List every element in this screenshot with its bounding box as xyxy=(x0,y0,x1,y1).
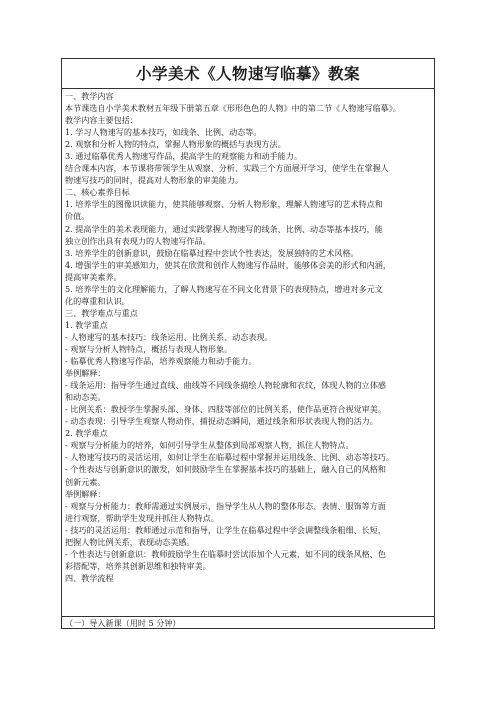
text-line: 2. 观察和分析人物的特点，掌握人物形象的概括与表现方法。 xyxy=(65,139,286,150)
text-line: 2. 提高学生的美术表现能力，通过实践掌握人物速写的线条、比例、动态等基本技巧，能 xyxy=(65,223,383,234)
text-line: 物速写技巧的同时，提高对人物形象的审美能力。 xyxy=(65,175,244,186)
document-title: 小学美术《人物速写临摹》教案 xyxy=(62,59,434,89)
text-line: 独立创作出具有表现力的人物速写作品。 xyxy=(65,235,211,246)
text-line: 本节课选自小学美术教材五年级下册第五章《形形色色的人物》中的第二节《人物速写临摹》。 xyxy=(65,103,401,114)
text-line: - 个性表达与创新意识的激发，如何鼓励学生在掌握基本技巧的基础上，融入自己的风格和 xyxy=(65,464,386,475)
text-line: 创新元素。 xyxy=(65,476,106,487)
text-line: 二、核心素养目标 xyxy=(65,187,130,198)
text-line: 举例解释： xyxy=(65,368,106,379)
text-line: 三、教学难点与重点 xyxy=(65,307,138,318)
text-line: 进行观察，帮助学生发现并抓住人物特点。 xyxy=(65,512,219,523)
text-line: 四、教学流程 xyxy=(65,572,114,583)
text-line: 3. 通过临摹优秀人物速写作品，提高学生的观察能力和动手能力。 xyxy=(65,151,302,162)
text-line: - 线条运用：指导学生通过直线、曲线等不同线条描绘人物轮廓和衣纹，体现人物的立体感 xyxy=(65,380,386,391)
text-line: 一、教学内容 xyxy=(65,91,114,101)
text-line: 彩搭配等，培养其创新思维和独特审美。 xyxy=(65,560,211,571)
text-line: 5. 培养学生的文化理解能力，了解人物速写在不同文化背景下的表现特点，增进对多元文 xyxy=(65,283,383,294)
text-line: 4. 增强学生的审美感知力，使其在欣赏和创作人物速写作品时，能够体会美的形式和内涵， xyxy=(65,259,391,270)
text-line: 1. 学习人物速写的基本技巧，如线条、比例、动态等。 xyxy=(65,127,262,138)
text-line: - 临摹优秀人物速写作品，培养观察能力和动手能力。 xyxy=(65,356,257,367)
text-line: 结合课本内容，本节课将带领学生从观察、分析、实践三个方面展开学习，使学生在掌握人 xyxy=(65,163,389,174)
text-line: - 比例关系：教授学生掌握头部、身体、四肢等部位的比例关系，使作品更符合视觉审美。 xyxy=(65,404,386,415)
document-body xyxy=(62,89,434,584)
text-line: - 动态表现：引导学生观察人物动作，捕捉动态瞬间，通过线条和形状表现人物的活力。 xyxy=(65,416,378,427)
text-line: 2. 教学难点 xyxy=(65,428,108,439)
text-line: 化的尊重和认识。 xyxy=(65,295,130,306)
text-line: - 人物速写的基本技巧：线条运用、比例关系、动态表现。 xyxy=(65,331,273,342)
text-line: 和动态美。 xyxy=(65,392,106,403)
text-line: - 观察与分析能力：教师需通过实例展示，指导学生从人物的整体形态、表情、服饰等方面 xyxy=(65,500,386,511)
text-line: - 观察与分析能力的培养，如何引导学生从整体到局部观察人物，抓住人物特点。 xyxy=(65,440,354,451)
text-line: - 观察与分析人物特点，概括与表现人物形象。 xyxy=(65,343,233,354)
text-line: 价值。 xyxy=(65,211,90,222)
lesson-plan-table xyxy=(61,58,435,629)
text-line: 3. 培养学生的创新意识，鼓励在临摹过程中尝试个性表达，发展独特的艺术风格。 xyxy=(65,247,359,258)
text-line: 举例解释： xyxy=(65,488,106,499)
section-row-intro: （一）导入新课（用时 5 分钟） xyxy=(62,616,434,628)
text-line: 提高审美素养。 xyxy=(65,271,122,282)
text-line: - 人物速写技巧的灵活运用，如何让学生在临摹过程中掌握并运用线条、比例、动态等技巧。 xyxy=(65,452,395,463)
text-line: - 个性表达与创新意识：教师鼓励学生在临摹时尝试添加个人元素，如不同的线条风格、色 xyxy=(65,548,386,559)
text-line: 1. 教学重点 xyxy=(65,319,108,330)
text-line: 把握人物比例关系，表现动态美感。 xyxy=(65,536,195,547)
text-line: - 技巧的灵活运用：教师通过示范和指导，让学生在临摹过程中学会调整线条粗细、长短， xyxy=(65,524,386,535)
text-line: 教学内容主要包括： xyxy=(65,115,138,126)
text-line: 1. 培养学生的图像识读能力，使其能够观察、分析人物形象，理解人物速写的艺术特点和 xyxy=(65,199,383,210)
